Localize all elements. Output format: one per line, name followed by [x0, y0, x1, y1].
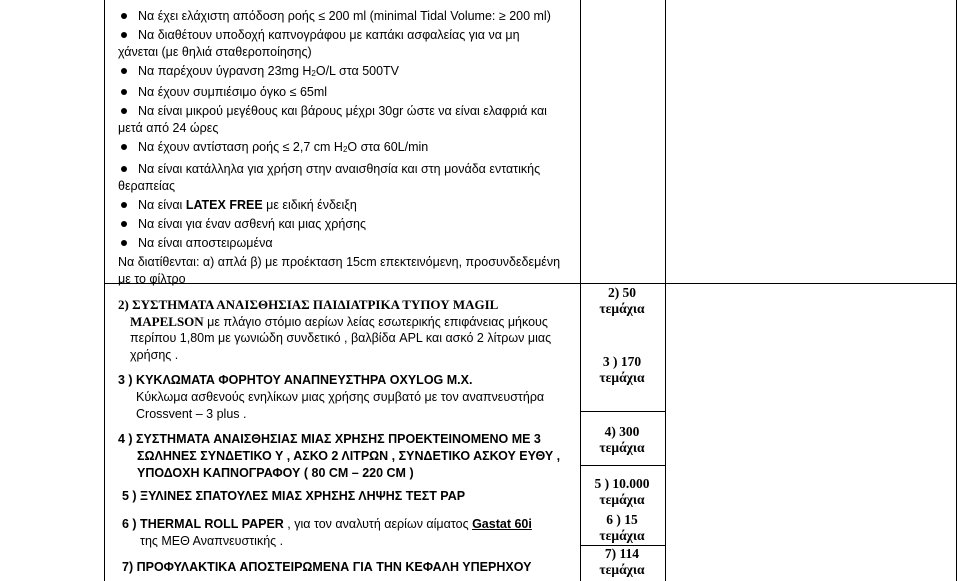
list-item: Να είναι κατάλληλα για χρήση στην αναισθησία και στη μονάδα εντατικής θεραπείας: [118, 161, 541, 193]
item-2-line: περίπου 1,80m με γωνιώδη συνδετικό , βαλβίδα APL και ασκό 2 λίτρων μιας: [130, 331, 552, 345]
item-2-line: χρήσης .: [130, 348, 179, 362]
list-item: Να είναι LATEX FREE με ειδική ένδειξη: [118, 197, 578, 214]
quantity-3: 3 ) 170 τεμάχια: [599, 354, 645, 385]
item-3-line: Κύκλωμα ασθενούς ενηλίκων μιας χρήσης συμβατό με τον αναπνευστήρα: [136, 390, 545, 404]
bullet-icon: [121, 13, 127, 19]
item-7-title: 7) ΠΡΟΦΥΛΑΚΤΙΚΑ ΑΠΟΣΤΕΙΡΩΜΕΝΑ ΓΙΑ ΤΗΝ ΚΕΦΑΛΗ ΥΠΕΡΗΧΟΥ: [122, 560, 532, 574]
item-4-line: ΥΠΟΔΟΧΗ ΚΑΠΝΟΓΡΑΦΟΥ ( 80 CM – 220 CM ): [137, 466, 414, 480]
item-5-title: 5 ) ΞΥΛΙΝΕΣ ΣΠΑΤΟΥΛΕΣ ΜΙΑΣ ΧΡΗΣΗΣ ΛΗΨΗΣ ΤΕΣΤ PAP: [122, 489, 466, 503]
list-item: Να είναι μικρού μεγέθους και βάρους μέχρι 30gr ώστε να είναι ελαφριά και μετά από 24 ώρες: [118, 104, 547, 136]
bullet-icon: [121, 32, 127, 38]
quantity-5: 5 ) 10.000 τεμάχια: [594, 476, 650, 507]
list-item: Να έχουν αντίσταση ροής ≤ 2,7 cm $H_2O$ στα 60L/min: [118, 139, 578, 158]
bullet-icon: [121, 89, 127, 95]
quantity-7: 7) 114 τεμάχια: [599, 546, 645, 577]
quantity-2: 2) 50 τεμάχια: [599, 285, 645, 316]
column-divider: [665, 0, 666, 581]
column-divider: [956, 0, 957, 581]
bullet-icon: [121, 221, 127, 227]
item-3-title: 3 ) ΚΥΚΛΩΜΑΤΑ ΦΟΡΗΤΟΥ ΑΝΑΠΝΕΥΣΤΗΡΑ OXYLOG M.X.: [118, 373, 473, 387]
bullet-icon: [121, 108, 127, 114]
item-6-title: 6 ) THERMAL ROLL PAPER , για τον αναλυτή αερίων αίματος Gastat 60i: [122, 517, 532, 531]
item-4-line: ΣΩΛΗΝΕΣ ΣΥΝΔΕΤΙΚΟ Υ , ΑΣΚΟ 2 ΛΙΤΡΩΝ , ΣΥΝΔΕΤΙΚΟ ΑΣΚΟΥ ΕΥΘΥ ,: [137, 449, 561, 463]
column-divider: [580, 0, 581, 581]
bullet-icon: [121, 144, 127, 150]
list-item: Να είναι για έναν ασθενή και μιας χρήσης: [118, 216, 578, 233]
spec-note: Να διατίθενται: α) απλά β) με προέκταση 15cm επεκτεινόμενη, προσυνδεδεμένη με το φίλτρο: [118, 254, 561, 286]
row-divider: [580, 465, 665, 466]
bullet-icon: [121, 202, 127, 208]
item-3-line: Crossvent – 3 plus .: [136, 407, 247, 421]
item-2-line: MAPELSON με πλάγιο στόμιο αερίων λείας εσωτερικής επιφάνειας μήκους: [130, 314, 548, 329]
list-item: Να διαθέτουν υποδοχή καπνογράφου με καπάκι ασφαλείας για να μη χάνεται (με θηλιά σταθεροποίησης): [118, 28, 520, 60]
bullet-icon: [121, 166, 127, 172]
list-item: Να είναι αποστειρωμένα: [118, 235, 578, 252]
list-item: Να έχει ελάχιστη απόδοση ροής ≤ 200 ml (minimal Tidal Volume: ≥ 200 ml): [118, 8, 578, 25]
list-item: Να παρέχουν ύγρανση 23mg $H_2O/L$ στα 500TV: [118, 63, 578, 82]
bullet-icon: [121, 68, 127, 74]
quantity-6: 6 ) 15 τεμάχια: [599, 512, 645, 543]
row-divider: [580, 411, 665, 412]
item-4-title: 4 ) ΣΥΣΤΗΜΑΤΑ ΑΝΑΙΣΘΗΣΙΑΣ ΜΙΑΣ ΧΡΗΣΗΣ ΠΡΟΕΚΤΕΙΝΟΜΕΝΟ ΜΕ 3: [118, 432, 541, 446]
bullet-icon: [121, 240, 127, 246]
column-divider: [104, 0, 105, 581]
spec-bullet-list: [118, 8, 578, 290]
quantity-4: 4) 300 τεμάχια: [599, 424, 645, 455]
item-6-line: της ΜΕΘ Αναπνευστικής .: [140, 534, 284, 548]
list-item: Να έχουν συμπιέσιμο όγκο ≤ 65ml: [118, 84, 578, 101]
item-2-title-line: 2) ΣΥΣΤΗΜΑΤΑ ΑΝΑΙΣΘΗΣΙΑΣ ΠΑΙΔΙΑΤΡΙΚΑ ΤΥΠΟΥ MAGIL: [118, 297, 499, 312]
